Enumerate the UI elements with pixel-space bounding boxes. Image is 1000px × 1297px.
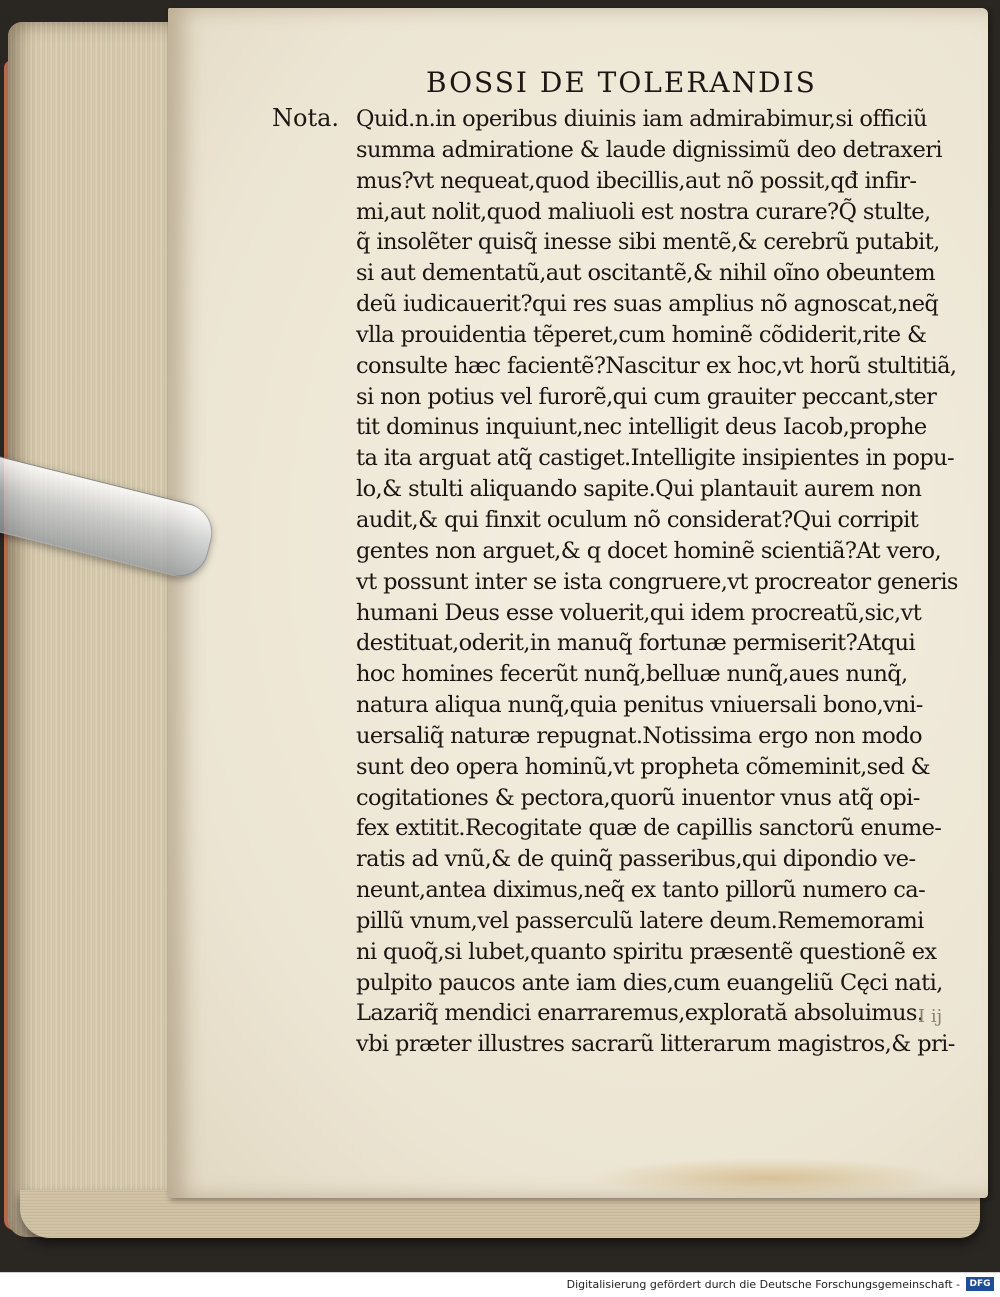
text-line: si non potius vel furorẽ,qui cum grauiter peccant,ster bbox=[356, 383, 937, 410]
text-line: deũ iudicauerit?qui res suas amplius nõ agnoscat,neq̃ bbox=[356, 291, 939, 318]
text-line: pulpito paucos ante iam dies,cum euangeliũ Cęci nati, bbox=[356, 969, 943, 996]
text-line: mi,aut nolit,quod maliuoli est nostra curare?Q̃ stulte, bbox=[356, 198, 931, 225]
page-stain bbox=[588, 1158, 948, 1198]
text-line: q̃ insolẽter quisq̃ inesse sibi mentẽ,& cerebrũ putabit, bbox=[356, 229, 940, 256]
text-line: gentes non arguet,& q docet hominẽ scientiã?At vero, bbox=[356, 537, 942, 564]
text-line: neunt,antea diximus,neq̃ ex tanto pillorũ numero ca- bbox=[356, 877, 926, 904]
text-line: cogitationes & pectora,quorũ inuentor vnus atq̃ opi- bbox=[356, 784, 920, 811]
text-line: consulte hæc facientẽ?Nascitur ex hoc,vt horũ stultitiã, bbox=[356, 352, 957, 379]
text-line: pillũ vnum,vel passerculũ latere deum.Rememorami bbox=[356, 907, 924, 934]
text-line: humani Deus esse voluerit,qui idem procreatũ,sic,vt bbox=[356, 599, 922, 626]
text-line: uersaliq̃ naturæ repugnat.Notissima ergo non modo bbox=[356, 722, 922, 749]
text-line: ratis ad vnũ,& de quinq̃ passeribus,qui dipondio ve- bbox=[356, 846, 916, 873]
text-line: mus?vt nequeat,quod ibecillis,aut nõ possit,qđ infir- bbox=[356, 167, 917, 194]
text-line: destituat,oderit,in manuq̃ fortunæ permiserit?Atqui bbox=[356, 630, 916, 657]
text-line: sunt deo opera hominũ,vt propheta cõmeminit,sed & bbox=[356, 753, 931, 780]
footer-bar bbox=[0, 1272, 1000, 1297]
text-line: ni quoq̃,si lubet,quanto spiritu præsentẽ questionẽ ex bbox=[356, 938, 937, 965]
text-line: si aut dementatũ,aut oscitantẽ,& nihil oĩno obeuntem bbox=[356, 260, 936, 287]
text-line: Quid.n.in operibus diuinis iam admirabimur,si officiũ bbox=[356, 106, 927, 132]
text-line: vlla prouidentia tẽperet,cum hominẽ cõdiderit,rite & bbox=[356, 321, 927, 348]
text-line: fex extitit.Recogitate quæ de capillis sanctorũ enume- bbox=[356, 815, 942, 842]
text-line: Lazariq̃ mendici enarraremus,explorată absoluimus. bbox=[356, 1000, 924, 1027]
body-text bbox=[356, 104, 958, 1060]
text-line: tit dominus inquiunt,nec intelligit deus Iacob,prophe bbox=[356, 414, 927, 441]
text-line: natura aliqua nunq̃,quia penitus vniuersali bono,vni- bbox=[356, 692, 923, 719]
running-head: BOSSI DE TOLERANDIS bbox=[426, 66, 817, 99]
text-line: vt possunt inter se ista congruere,vt procreator generis bbox=[356, 568, 958, 595]
book-page-stack bbox=[8, 22, 178, 1237]
signature-mark: I ij bbox=[918, 1006, 943, 1027]
text-line: vbi præter illustres sacrarũ litterarum magistros,& pri- bbox=[356, 1031, 955, 1058]
text-line: lo,& stulti aliquando sapite.Qui plantauit aurem non bbox=[356, 476, 922, 503]
text-line: audit,& qui finxit oculum nõ considerat?Qui corripit bbox=[356, 506, 919, 533]
dfg-logo: DFG bbox=[966, 1277, 994, 1291]
text-line: ta ita arguat atq̃ castiget.Intelligite insipientes in popu- bbox=[356, 445, 955, 472]
text-line: hoc homines fecerũt nunq̃,belluæ nunq̃,aues nunq̃, bbox=[356, 661, 908, 688]
funding-credit: Digitalisierung gefördert durch die Deutsche Forschungsgemeinschaft - bbox=[566, 1278, 960, 1291]
marginal-note: Nota. bbox=[272, 104, 340, 132]
text-line: summa admiratione & laude dignissimũ deo detraxeri bbox=[356, 136, 942, 163]
